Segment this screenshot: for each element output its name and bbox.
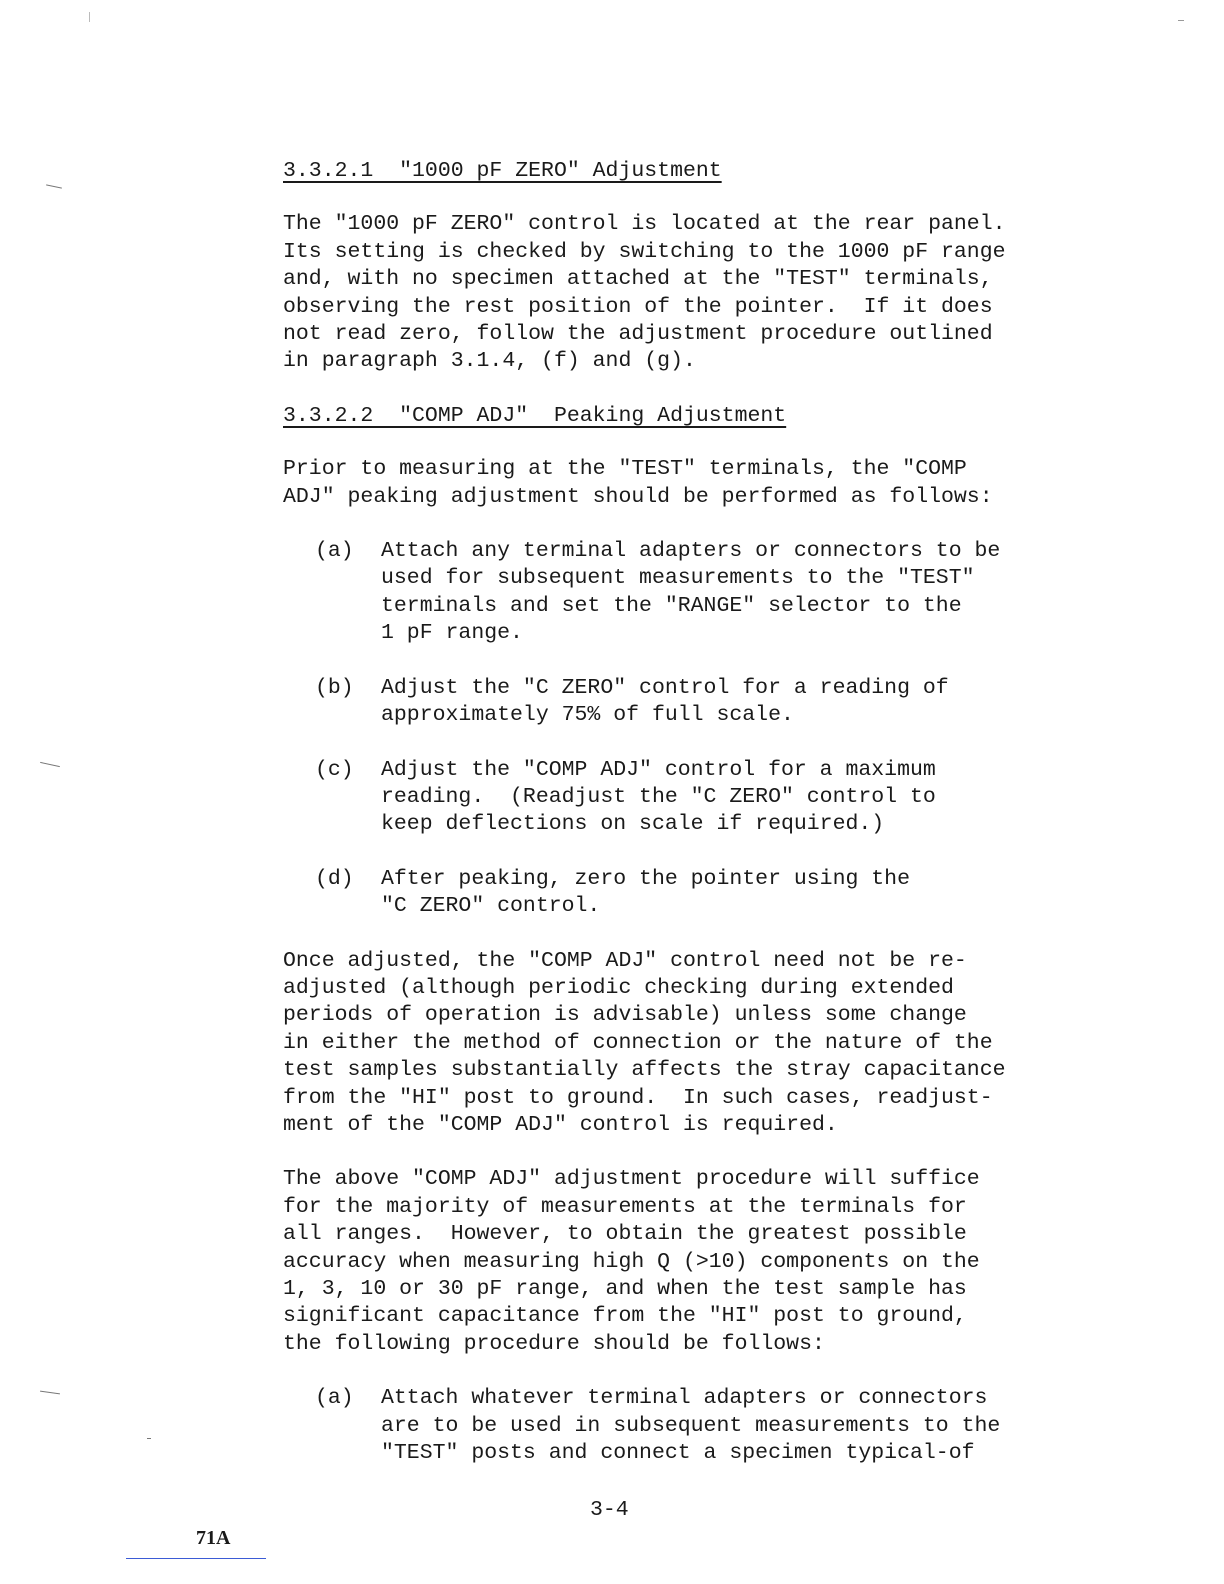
paragraph-comp-adj-intro [283,456,1083,511]
page-number: 3-4 [590,1498,629,1522]
document-code: 71A [196,1527,231,1549]
text-line: all ranges. However, to obtain the greatest possible [283,1222,967,1247]
text-line: in paragraph 3.1.4, (f) and (g). [283,349,696,374]
step-text [381,757,1083,839]
step-marker: (c) [315,757,354,782]
step-marker: (b) [315,675,354,700]
text-line: Its setting is checked by switching to the 1000 pF range [283,239,1006,264]
text-line: terminals and set the "RANGE" selector to the [381,593,962,618]
scan-mark [89,12,90,22]
procedure-steps-list [283,538,1083,920]
footer-rule [126,1558,266,1559]
paragraph-once-adjusted [283,948,1083,1140]
text-line: Attach any terminal adapters or connectors to be [381,539,1001,564]
scan-mark [147,1438,151,1439]
text-line: "TEST" posts and connect a specimen typical-of [381,1441,975,1466]
scan-mark [40,1391,60,1395]
text-line: Adjust the "C ZERO" control for a reading of [381,675,949,700]
text-line: significant capacitance from the "HI" post to ground, [283,1304,967,1329]
step-text [381,1385,1083,1467]
text-line: ADJ" peaking adjustment should be performed as follows: [283,484,993,509]
text-line: Attach whatever terminal adapters or connectors [381,1386,988,1411]
text-line: observing the rest position of the pointer. If it does [283,294,993,319]
text-line: from the "HI" post to ground. In such cases, readjust- [283,1085,993,1110]
step-marker: (d) [315,866,354,891]
text-line: for the majority of measurements at the terminals for [283,1194,967,1219]
procedure-step-b [283,675,1083,730]
text-line: accuracy when measuring high Q (>10) components on the [283,1249,980,1274]
step-marker: (a) [315,539,354,564]
step-text [381,538,1083,648]
text-line: used for subsequent measurements to the "TEST" [381,566,975,591]
step-text [381,866,1083,921]
text-line: in either the method of connection or the nature of the [283,1030,993,1055]
scan-mark [40,762,60,767]
page-content [283,158,1083,1494]
paragraph-above-procedure [283,1166,1083,1358]
procedure-step-c [283,757,1083,839]
text-line: Prior to measuring at the "TEST" terminals, the "COMP [283,457,967,482]
text-line: Adjust the "COMP ADJ" control for a maximum [381,757,936,782]
text-line: periods of operation is advisable) unless some change [283,1003,967,1028]
text-line: 1 pF range. [381,621,523,646]
text-line: keep deflections on scale if required.) [381,812,885,837]
text-line: ment of the "COMP ADJ" control is required. [283,1112,838,1137]
step-marker: (a) [315,1386,354,1411]
text-line: The "1000 pF ZERO" control is located at the rear panel. [283,212,1006,237]
text-line: not read zero, follow the adjustment procedure outlined [283,322,993,347]
final-procedure-step-a [283,1385,1083,1467]
text-line: 1, 3, 10 or 30 pF range, and when the test sample has [283,1277,967,1301]
procedure-step-d [283,866,1083,921]
text-line: the following procedure should be follows: [283,1331,825,1356]
text-line: approximately 75% of full scale. [381,703,794,728]
text-line: The above "COMP ADJ" adjustment procedure will suffice [283,1167,980,1192]
step-text [381,675,1083,730]
text-line: and, with no specimen attached at the "TEST" terminals, [283,267,993,292]
text-line: adjusted (although periodic checking during extended [283,975,954,1000]
text-line: Once adjusted, the "COMP ADJ" control need not be re- [283,948,967,973]
procedure-step-a [283,538,1083,648]
text-line: reading. (Readjust the "C ZERO" control to [381,784,936,809]
text-line: "C ZERO" control. [381,894,601,919]
section-heading-1000pf-zero: 3.3.2.1 "1000 pF ZERO" Adjustment [283,159,722,183]
text-line: are to be used in subsequent measurements to the [381,1413,1001,1438]
scan-mark [1178,20,1184,21]
scan-mark [46,184,62,188]
section-heading-comp-adj: 3.3.2.2 "COMP ADJ" Peaking Adjustment [283,403,787,428]
paragraph-1000pf-zero [283,211,1083,375]
final-procedure-steps-list [283,1385,1083,1467]
text-line: After peaking, zero the pointer using the [381,866,910,891]
text-line: test samples substantially affects the stray capacitance [283,1058,1006,1083]
